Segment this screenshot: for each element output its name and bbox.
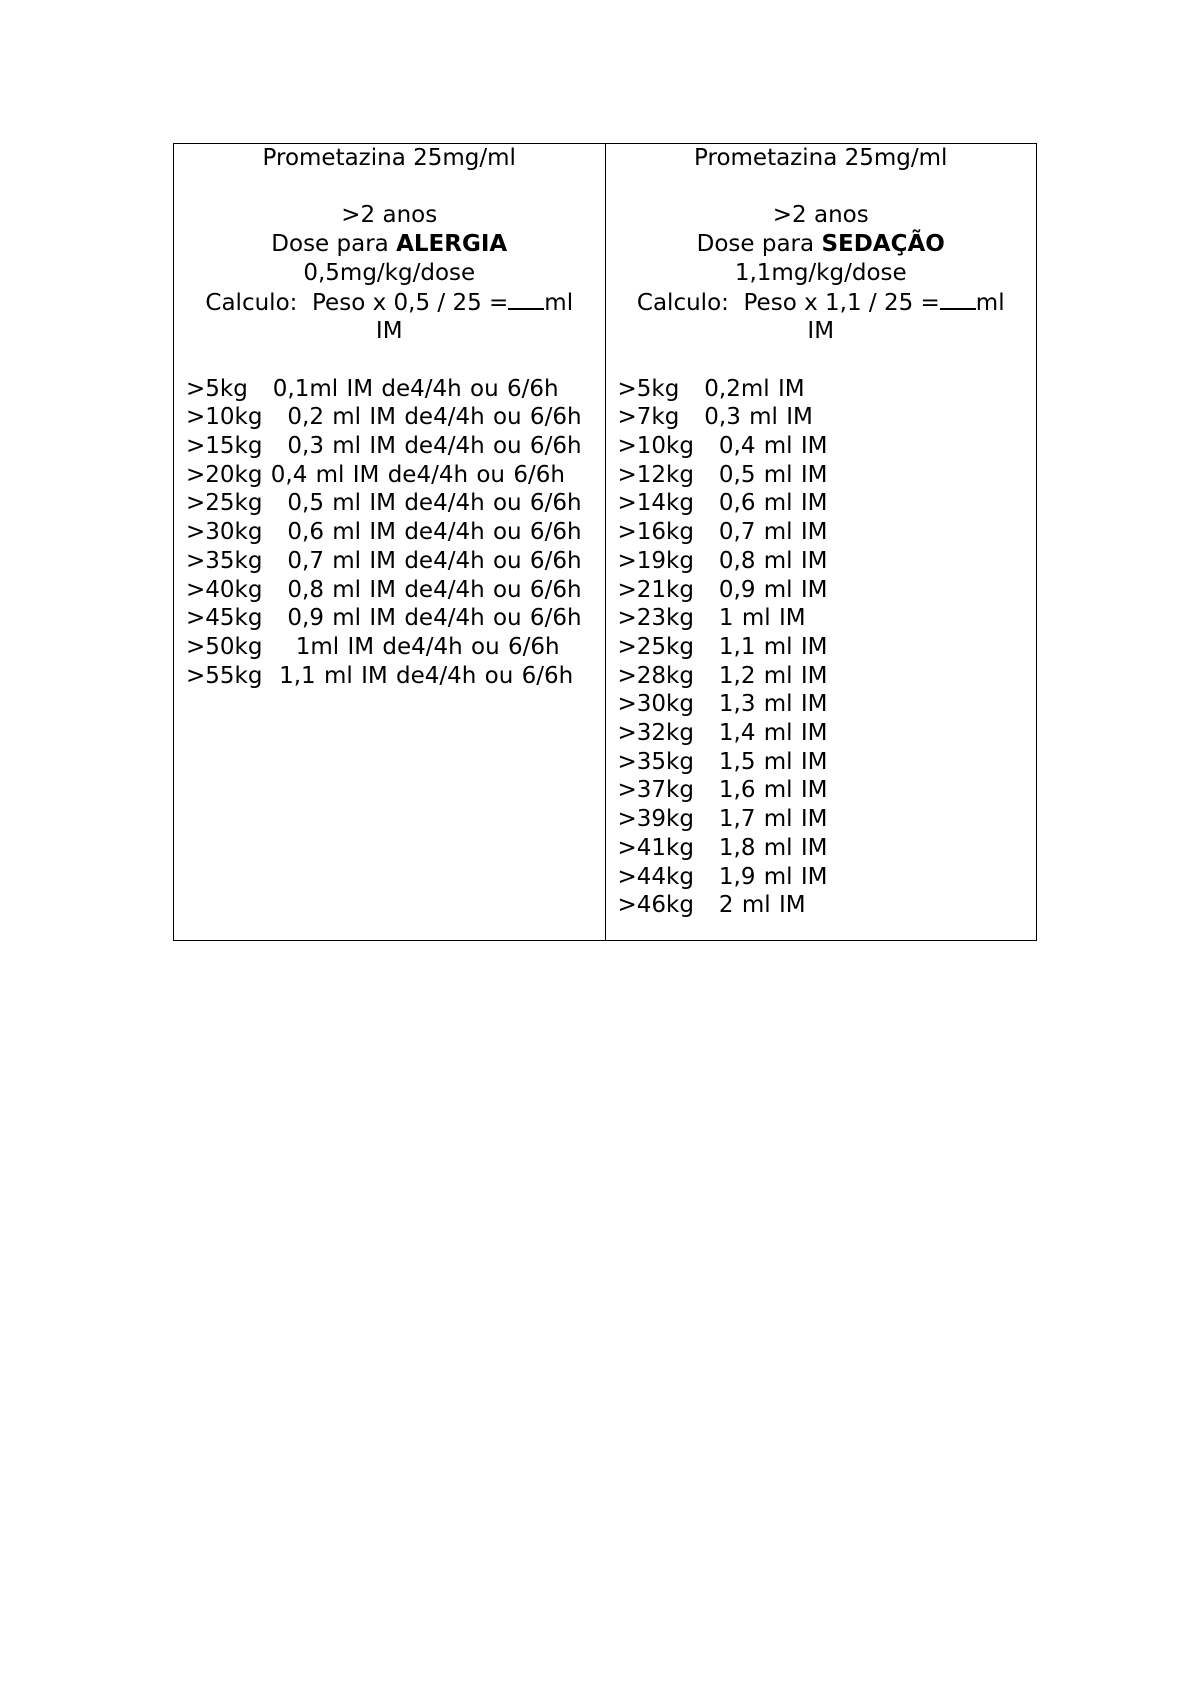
- list-item: >14kg 0,6 ml IM: [617, 490, 828, 517]
- sedation-calc-blank: [940, 288, 976, 310]
- allergy-dosage: 0,5mg/kg/dose: [303, 259, 476, 286]
- sedation-calculation: [612, 288, 1031, 346]
- allergy-age: >2 anos: [341, 202, 438, 229]
- sedation-calc-route: IM: [807, 318, 835, 345]
- list-item: >35kg 0,7 ml IM de4/4h ou 6/6h: [186, 547, 582, 574]
- sedation-dose-purpose: SEDAÇÃO: [821, 231, 945, 258]
- sedation-calc-formula: Calculo: Peso x 1,1 / 25 =: [636, 289, 940, 316]
- list-item: >20kg 0,4 ml IM de4/4h ou 6/6h: [186, 461, 565, 488]
- sedation-drug-title: Prometazina 25mg/ml: [694, 145, 948, 171]
- list-item: >55kg 1,1 ml IM de4/4h ou 6/6h: [186, 662, 574, 689]
- list-item: >15kg 0,3 ml IM de4/4h ou 6/6h: [186, 433, 582, 459]
- sedation-dosage: 1,1mg/kg/dose: [734, 259, 907, 286]
- list-item: >32kg 1,4 ml IM: [617, 720, 828, 747]
- list-item: >25kg 1,1 ml IM: [617, 633, 828, 660]
- list-item: >7kg 0,3 ml IM: [617, 404, 813, 431]
- allergy-calc-route: IM: [375, 318, 403, 345]
- list-item: >40kg 0,8 ml IM de4/4h ou 6/6h: [186, 576, 582, 603]
- list-item: >5kg 0,2ml IM: [617, 375, 805, 402]
- list-item: >21kg 0,9 ml IM: [617, 576, 828, 603]
- list-item: >37kg 1,6 ml IM: [617, 777, 828, 804]
- sedation-dose-cell: [605, 144, 1037, 941]
- list-item: >45kg 0,9 ml IM de4/4h ou 6/6h: [186, 605, 582, 632]
- list-item: >12kg 0,5 ml IM: [617, 461, 828, 488]
- allergy-dose-purpose-line: [180, 230, 599, 259]
- list-item: >50kg 1ml IM de4/4h ou 6/6h: [186, 633, 560, 660]
- dosage-table: [173, 143, 1037, 941]
- list-item: >10kg 0,2 ml IM de4/4h ou 6/6h: [186, 404, 582, 431]
- list-item: >30kg 0,6 ml IM de4/4h ou 6/6h: [186, 519, 582, 546]
- allergy-calc-unit: ml: [544, 289, 574, 316]
- allergy-calculation: [180, 288, 599, 346]
- list-item: >44kg 1,9 ml IM: [617, 863, 828, 890]
- list-item: >39kg 1,7 ml IM: [617, 806, 828, 833]
- sedation-dose-list: [618, 375, 1025, 920]
- dosage-table-row: [174, 144, 1037, 941]
- list-item: >41kg 1,8 ml IM: [617, 834, 828, 861]
- list-item: >19kg 0,8 ml IM: [617, 547, 828, 574]
- sedation-age: >2 anos: [772, 202, 869, 229]
- allergy-dose-purpose: ALERGIA: [396, 231, 508, 258]
- sedation-dose-purpose-line: [612, 230, 1031, 259]
- sedation-calc-unit: ml: [975, 289, 1005, 316]
- list-item: >46kg 2 ml IM: [617, 892, 806, 919]
- allergy-drug-title: Prometazina 25mg/ml: [262, 145, 516, 171]
- allergy-header: [180, 144, 599, 375]
- sedation-header: [612, 144, 1031, 375]
- allergy-dose-prefix: Dose para: [271, 231, 397, 258]
- list-item: >28kg 1,2 ml IM: [617, 662, 828, 689]
- list-item: >5kg 0,1ml IM de4/4h ou 6/6h: [186, 375, 559, 402]
- list-item: >16kg 0,7 ml IM: [617, 519, 828, 546]
- list-item: >10kg 0,4 ml IM: [617, 433, 828, 459]
- list-item: >23kg 1 ml IM: [617, 605, 806, 632]
- list-item: >35kg 1,5 ml IM: [617, 748, 828, 775]
- list-item: >25kg 0,5 ml IM de4/4h ou 6/6h: [186, 490, 582, 517]
- sedation-dose-prefix: Dose para: [696, 231, 822, 258]
- allergy-dose-list: [186, 375, 593, 691]
- allergy-dose-cell: [174, 144, 606, 941]
- list-item: >30kg 1,3 ml IM: [617, 691, 828, 718]
- allergy-calc-formula: Calculo: Peso x 0,5 / 25 =: [205, 289, 509, 316]
- allergy-calc-blank: [508, 288, 544, 310]
